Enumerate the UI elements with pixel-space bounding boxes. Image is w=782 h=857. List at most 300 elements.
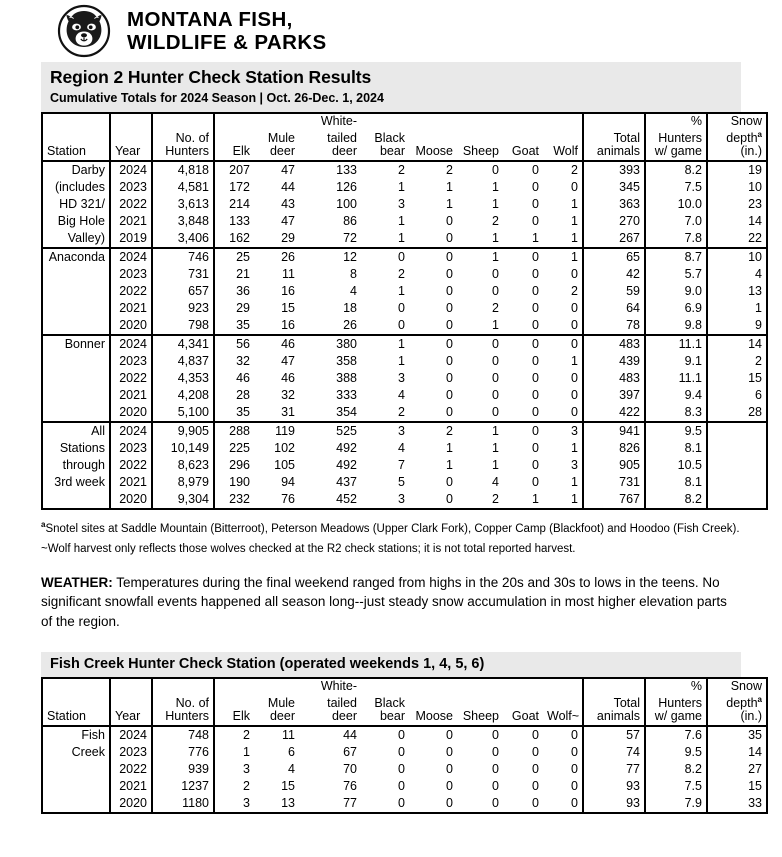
cell-total: 74 <box>583 744 645 761</box>
cell-moose: 0 <box>446 336 453 351</box>
station-label <box>42 300 110 317</box>
cell-pct: 7.0 <box>645 213 707 230</box>
table-row <box>42 283 767 300</box>
cell-wolf: 1 <box>543 491 583 509</box>
cell-sheep: 0 <box>492 370 499 385</box>
col-header-sheep <box>457 693 503 710</box>
cell-muledeer: 46 <box>281 336 295 351</box>
cell-wolf: 2 <box>543 283 583 300</box>
cell-goat: 0 <box>532 474 539 489</box>
col-header-wtdeer: tailed <box>327 130 357 145</box>
cell-sheep: 2 <box>492 300 499 315</box>
cell-year: 2024 <box>110 335 152 353</box>
cell-wolf: 1 <box>543 440 583 457</box>
cell-year: 2024 <box>110 422 152 440</box>
station-label: 3rd week <box>42 474 110 491</box>
cell-wtdeer: 77 <box>299 795 361 813</box>
col-header-pct: % <box>645 113 707 128</box>
fishcreek-title: Fish Creek Hunter Check Station (operated weekends 1, 4, 5, 6) <box>50 655 485 672</box>
col-header-wolf: Wolf~ <box>543 710 583 726</box>
cell-year: 2022 <box>110 370 152 387</box>
cell-snow: 27 <box>707 761 767 778</box>
header-row-2 <box>42 693 767 710</box>
col-header-moose <box>409 128 457 145</box>
cell-elk: 56 <box>214 335 254 353</box>
col-header-moose: Moose <box>409 145 457 161</box>
cell-moose: 0 <box>409 491 457 509</box>
col-header-goat <box>503 678 543 693</box>
cell-year: 2023 <box>110 744 152 761</box>
cell-wtdeer: 12 <box>343 249 357 264</box>
cell-hunters: 776 <box>152 744 214 761</box>
cell-hunters: 1180 <box>152 795 214 813</box>
cell-wolf: 0 <box>543 761 583 778</box>
cell-pct: 10.0 <box>645 196 707 213</box>
cell-blackbear: 1 <box>398 213 405 228</box>
table-row <box>42 778 767 795</box>
cell-sheep: 1 <box>492 249 499 264</box>
cell-wolf: 0 <box>543 795 583 813</box>
col-header-muledeer: deer <box>254 145 299 161</box>
cell-blackbear: 0 <box>398 745 405 760</box>
cell-muledeer: 15 <box>281 300 295 315</box>
col-header-goat <box>503 128 543 145</box>
cell-sheep: 0 <box>492 162 499 177</box>
col-header-total: animals <box>583 710 645 726</box>
cell-sheep: 0 <box>457 795 503 813</box>
col-header-elk <box>214 128 254 145</box>
cell-wolf: 0 <box>543 266 583 283</box>
table-row <box>42 404 767 422</box>
cell-muledeer: 15 <box>281 779 295 794</box>
cell-elk: 288 <box>214 422 254 440</box>
cell-blackbear: 0 <box>398 762 405 777</box>
cell-elk: 1 <box>214 744 254 761</box>
cell-wtdeer: 67 <box>343 745 357 760</box>
table-row <box>42 161 767 179</box>
cell-snow <box>707 440 767 457</box>
cell-hunters: 657 <box>152 283 214 300</box>
cell-moose: 0 <box>446 300 453 315</box>
station-label <box>42 761 110 778</box>
cell-sheep: 4 <box>492 474 499 489</box>
cell-pct: 9.1 <box>645 353 707 370</box>
cell-snow: 2 <box>707 353 767 370</box>
cell-wtdeer: 133 <box>336 162 357 177</box>
station-label <box>42 353 110 370</box>
cell-blackbear: 3 <box>361 491 409 509</box>
cell-moose: 0 <box>446 283 453 298</box>
cell-wtdeer: 8 <box>350 266 357 281</box>
cell-blackbear: 4 <box>398 440 405 455</box>
cell-total: 439 <box>583 353 645 370</box>
col-header-snow: (in.) <box>707 145 767 161</box>
cell-pct: 9.0 <box>645 283 707 300</box>
cell-blackbear: 0 <box>398 728 405 743</box>
cell-year: 2021 <box>110 300 152 317</box>
station-label: Bonner <box>42 335 110 353</box>
cell-total: 422 <box>583 404 645 422</box>
cell-hunters: 10,149 <box>152 440 214 457</box>
cell-sheep: 2 <box>457 491 503 509</box>
org-name-line1: MONTANA FISH, <box>127 7 293 31</box>
cell-moose: 0 <box>446 762 453 777</box>
cell-year: 2023 <box>110 440 152 457</box>
station-label: Fish <box>42 726 110 744</box>
cell-elk: 46 <box>214 370 254 387</box>
cell-muledeer: 4 <box>288 762 295 777</box>
cell-muledeer: 94 <box>281 474 295 489</box>
cell-sheep: 0 <box>492 728 499 743</box>
col-header-pct: w/ game <box>645 710 707 726</box>
cell-hunters: 1237 <box>152 778 214 795</box>
col-header-goat <box>503 113 543 128</box>
col-header-hunters <box>152 113 214 128</box>
cell-moose: 2 <box>446 162 453 177</box>
col-header-goat: Goat <box>503 710 543 726</box>
col-header-total: Total <box>583 128 645 145</box>
col-header-total <box>583 113 645 128</box>
cell-snow: 6 <box>707 387 767 404</box>
station-label: HD 321/ <box>42 196 110 213</box>
col-header-snow: Snow <box>707 678 767 693</box>
cell-wtdeer: 437 <box>336 474 357 489</box>
station-label <box>42 370 110 387</box>
cell-elk: 2 <box>214 778 254 795</box>
cell-hunters: 5,100 <box>152 404 214 422</box>
table-row <box>42 230 767 248</box>
table-row <box>42 248 767 266</box>
cell-wtdeer: 26 <box>299 317 361 335</box>
cell-wolf: 1 <box>543 474 583 491</box>
col-header-year <box>110 693 152 710</box>
cell-moose: 0 <box>446 249 453 264</box>
cell-snow: 4 <box>707 266 767 283</box>
table-row <box>42 300 767 317</box>
cell-hunters: 3,848 <box>152 213 214 230</box>
cell-wtdeer: 18 <box>343 300 357 315</box>
cell-goat: 0 <box>532 440 539 455</box>
cell-hunters: 3,406 <box>152 230 214 248</box>
cell-elk: 214 <box>214 196 254 213</box>
cell-elk: 172 <box>214 179 254 196</box>
col-header-elk: Elk <box>214 145 254 161</box>
cell-blackbear: 3 <box>398 196 405 211</box>
col-header-snow: depth$^a$ <box>707 128 767 145</box>
cell-blackbear: 0 <box>361 795 409 813</box>
cell-goat: 0 <box>503 317 543 335</box>
cell-sheep: 1 <box>492 196 499 211</box>
cell-snow: 33 <box>707 795 767 813</box>
cell-pct: 9.5 <box>645 744 707 761</box>
cell-wtdeer: 126 <box>336 179 357 194</box>
cell-moose: 1 <box>446 196 453 211</box>
region2-results-table <box>41 112 768 510</box>
cell-sheep: 1 <box>492 440 499 455</box>
col-header-total: Total <box>583 693 645 710</box>
col-header-elk <box>214 113 254 128</box>
org-name-line2: WILDLIFE & PARKS <box>127 31 327 54</box>
cell-wtdeer: 388 <box>336 370 357 385</box>
table-row <box>42 179 767 196</box>
fishcreek-banner <box>41 652 741 677</box>
col-header-year <box>110 128 152 145</box>
cell-sheep: 0 <box>492 266 499 281</box>
cell-goat: 0 <box>532 179 539 194</box>
cell-elk: 207 <box>214 161 254 179</box>
col-header-hunters: Hunters <box>152 710 214 726</box>
table-row <box>42 213 767 230</box>
cell-pct: 6.9 <box>645 300 707 317</box>
col-header-pct: w/ game <box>645 145 707 161</box>
cell-sheep: 0 <box>457 404 503 422</box>
cell-wtdeer: 4 <box>350 283 357 298</box>
station-label: All <box>42 422 110 440</box>
weather-label: WEATHER: <box>41 575 113 591</box>
cell-moose: 0 <box>409 230 457 248</box>
table-row <box>42 440 767 457</box>
station-label <box>42 795 110 813</box>
cell-sheep: 0 <box>492 745 499 760</box>
cell-goat: 0 <box>532 336 539 351</box>
region2-banner <box>41 62 741 112</box>
cell-elk: 28 <box>214 387 254 404</box>
cell-total: 57 <box>583 726 645 744</box>
cell-year: 2021 <box>110 474 152 491</box>
col-header-moose <box>409 113 457 128</box>
cell-hunters: 4,581 <box>152 179 214 196</box>
cell-wtdeer: 333 <box>336 387 357 402</box>
col-header-wtdeer: White- <box>299 113 361 128</box>
cell-muledeer: 6 <box>288 745 295 760</box>
cell-snow <box>707 491 767 509</box>
cell-blackbear: 1 <box>398 353 405 368</box>
station-label <box>42 283 110 300</box>
cell-wolf: 0 <box>543 300 583 317</box>
cell-goat: 0 <box>532 728 539 743</box>
col-header-superscript: a <box>757 129 762 139</box>
cell-blackbear: 7 <box>398 457 405 472</box>
col-header-wolf <box>543 678 583 693</box>
cell-goat: 0 <box>532 196 539 211</box>
cell-blackbear: 0 <box>398 300 405 315</box>
cell-snow: 15 <box>707 778 767 795</box>
cell-total: 64 <box>583 300 645 317</box>
cell-pct: 9.8 <box>645 317 707 335</box>
cell-wtdeer: 492 <box>336 440 357 455</box>
col-header-moose: Moose <box>409 710 457 726</box>
cell-blackbear: 3 <box>398 370 405 385</box>
col-header-station <box>42 693 110 710</box>
cell-muledeer: 11 <box>282 266 295 281</box>
cell-wtdeer: 354 <box>299 404 361 422</box>
station-label: Big Hole <box>42 213 110 230</box>
cell-muledeer: 47 <box>281 353 295 368</box>
cell-pct: 8.7 <box>645 248 707 266</box>
header-row-3 <box>42 145 767 161</box>
cell-goat: 0 <box>532 283 539 298</box>
cell-total: 65 <box>583 248 645 266</box>
cell-goat: 0 <box>532 423 539 438</box>
cell-hunters: 9,905 <box>152 422 214 440</box>
cell-goat: 0 <box>532 457 539 472</box>
cell-year: 2021 <box>110 213 152 230</box>
cell-sheep: 1 <box>492 457 499 472</box>
region2-table-wrap <box>41 112 762 510</box>
cell-pct: 8.3 <box>645 404 707 422</box>
fishcreek-table-wrap <box>41 677 762 814</box>
cell-moose: 0 <box>446 745 453 760</box>
cell-wtdeer: 72 <box>299 230 361 248</box>
cell-sheep: 0 <box>492 283 499 298</box>
cell-hunters: 4,837 <box>152 353 214 370</box>
cell-blackbear: 2 <box>361 404 409 422</box>
table-row <box>42 422 767 440</box>
station-label <box>42 404 110 422</box>
col-header-muledeer: Mule <box>267 696 295 711</box>
cell-pct: 7.9 <box>645 795 707 813</box>
cell-hunters: 4,341 <box>152 335 214 353</box>
cell-hunters: 4,818 <box>152 161 214 179</box>
cell-total: 483 <box>583 370 645 387</box>
footnote-superscript-a: a <box>41 519 46 529</box>
col-header-muledeer: Mule <box>267 130 295 145</box>
cell-hunters: 9,304 <box>152 491 214 509</box>
cell-elk: 190 <box>214 474 254 491</box>
cell-muledeer: 16 <box>254 317 299 335</box>
cell-muledeer: 46 <box>281 370 295 385</box>
col-header-year: Year <box>110 710 152 726</box>
cell-muledeer: 43 <box>281 196 295 211</box>
col-header-station <box>42 128 110 145</box>
station-label <box>42 491 110 509</box>
col-header-goat: Goat <box>503 145 543 161</box>
cell-blackbear: 0 <box>398 779 405 794</box>
cell-goat: 0 <box>503 795 543 813</box>
cell-wtdeer: 492 <box>336 457 357 472</box>
cell-elk: 3 <box>214 761 254 778</box>
cell-elk: 35 <box>214 317 254 335</box>
cell-goat: 0 <box>532 266 539 281</box>
weather-paragraph <box>41 573 741 630</box>
cell-year: 2022 <box>110 457 152 474</box>
cell-sheep: 1 <box>457 230 503 248</box>
col-header-blackbear <box>361 678 409 693</box>
cell-wolf: 3 <box>543 422 583 440</box>
station-label: Valley) <box>42 230 110 248</box>
table-row <box>42 744 767 761</box>
col-header-blackbear: Black <box>374 130 405 145</box>
col-header-station <box>42 113 110 128</box>
cell-wtdeer: 525 <box>336 423 357 438</box>
cell-total: 397 <box>583 387 645 404</box>
station-label <box>42 317 110 335</box>
col-header-year <box>110 113 152 128</box>
cell-blackbear: 1 <box>398 283 405 298</box>
cell-wtdeer: 70 <box>343 762 357 777</box>
col-header-elk <box>214 678 254 693</box>
col-header-station <box>42 678 110 693</box>
table-row <box>42 457 767 474</box>
cell-total: 93 <box>583 795 645 813</box>
cell-year: 2024 <box>110 726 152 744</box>
col-header-total <box>583 678 645 693</box>
cell-snow: 9 <box>707 317 767 335</box>
cell-goat: 1 <box>503 230 543 248</box>
col-header-elk: Elk <box>214 710 254 726</box>
cell-total: 905 <box>583 457 645 474</box>
cell-year: 2023 <box>110 353 152 370</box>
col-header-sheep: Sheep <box>457 145 503 161</box>
cell-sheep: 0 <box>492 762 499 777</box>
cell-wtdeer: 44 <box>343 728 357 743</box>
col-header-blackbear <box>361 113 409 128</box>
col-header-superscript: a <box>757 695 762 705</box>
col-header-wtdeer: deer <box>299 710 361 726</box>
col-header-hunters <box>152 678 214 693</box>
cell-total: 78 <box>583 317 645 335</box>
cell-pct: 8.2 <box>645 761 707 778</box>
cell-hunters: 3,613 <box>152 196 214 213</box>
cell-wolf: 0 <box>543 387 583 404</box>
station-label <box>42 266 110 283</box>
col-header-year: Year <box>110 145 152 161</box>
col-header-sheep <box>457 113 503 128</box>
cell-hunters: 8,979 <box>152 474 214 491</box>
cell-snow: 10 <box>707 179 767 196</box>
cell-total: 731 <box>583 474 645 491</box>
cell-hunters: 798 <box>152 317 214 335</box>
cell-snow: 23 <box>707 196 767 213</box>
cell-moose: 0 <box>446 474 453 489</box>
masthead <box>0 0 782 56</box>
footnote-snotel <box>41 519 741 539</box>
cell-year: 2022 <box>110 283 152 300</box>
col-header-hunters: Hunters <box>152 145 214 161</box>
cell-snow <box>707 422 767 440</box>
cell-muledeer: 76 <box>254 491 299 509</box>
col-header-hunters: No. of <box>152 693 214 710</box>
table-row <box>42 474 767 491</box>
cell-year: 2020 <box>110 491 152 509</box>
cell-year: 2021 <box>110 778 152 795</box>
cell-year: 2019 <box>110 230 152 248</box>
cell-muledeer: 16 <box>281 283 295 298</box>
col-header-wtdeer: White- <box>299 678 361 693</box>
col-header-wtdeer: deer <box>299 145 361 161</box>
cell-blackbear: 1 <box>361 230 409 248</box>
region2-subtitle: Cumulative Totals for 2024 Season | Oct. 26-Dec. 1, 2024 <box>50 91 384 106</box>
col-header-wolf <box>543 693 583 710</box>
cell-snow <box>707 474 767 491</box>
cell-snow: 15 <box>707 370 767 387</box>
cell-sheep: 0 <box>492 336 499 351</box>
cell-total: 767 <box>583 491 645 509</box>
table-row <box>42 196 767 213</box>
col-header-hunters: No. of <box>152 128 214 145</box>
cell-elk: 162 <box>214 230 254 248</box>
cell-year: 2022 <box>110 196 152 213</box>
cell-moose: 0 <box>409 317 457 335</box>
cell-total: 42 <box>583 266 645 283</box>
cell-moose: 0 <box>409 795 457 813</box>
cell-muledeer: 13 <box>254 795 299 813</box>
station-label: Stations <box>42 440 110 457</box>
cell-moose: 2 <box>446 423 453 438</box>
cell-blackbear: 0 <box>398 249 405 264</box>
col-header-station: Station <box>42 710 110 726</box>
footnote-wolf: ~Wolf harvest only reflects those wolves checked at the R2 check stations; it is not total reported harvest. <box>41 543 576 556</box>
